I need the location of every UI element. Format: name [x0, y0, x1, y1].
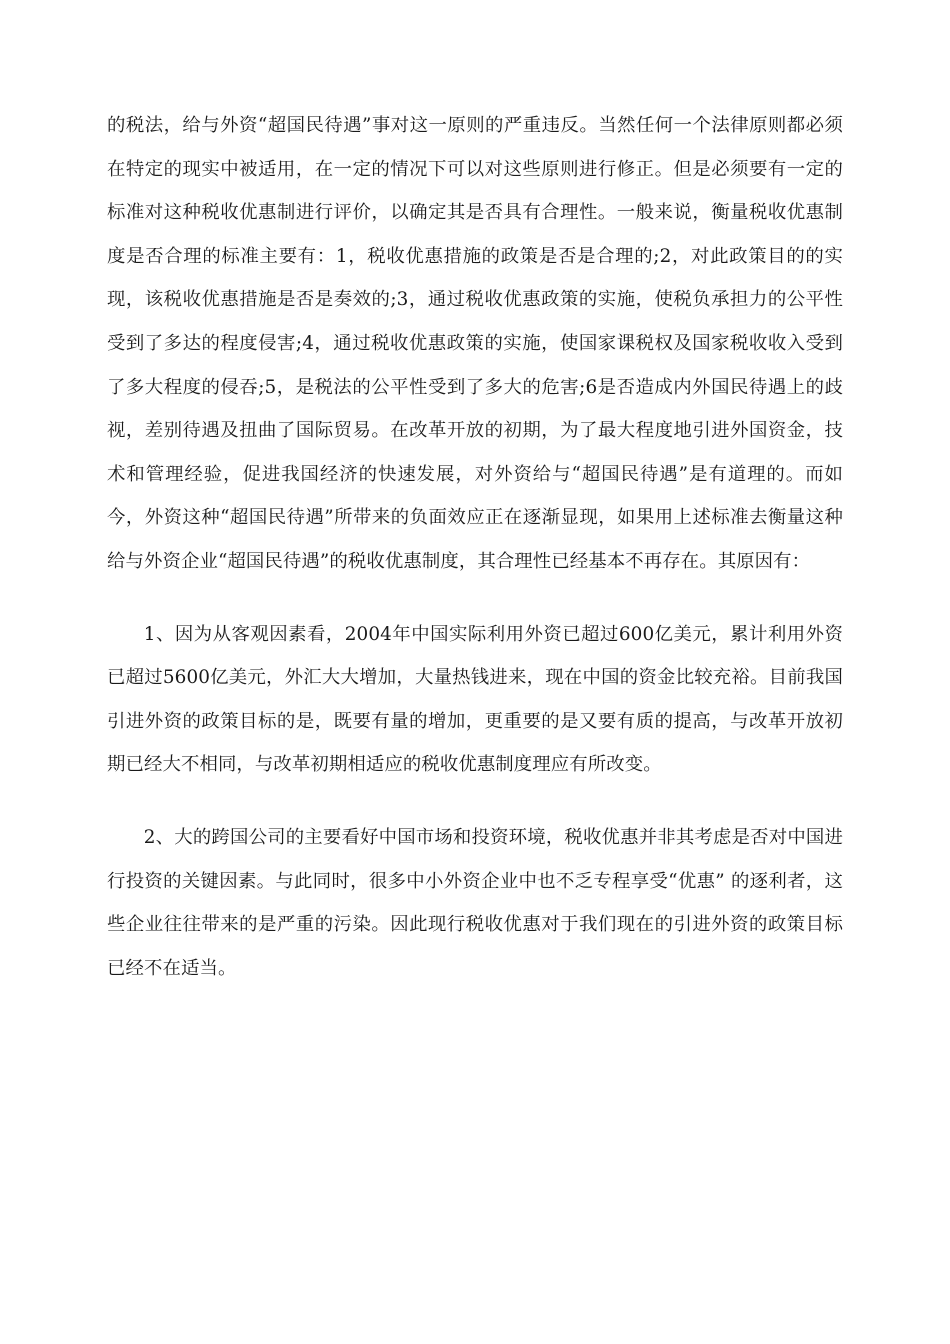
paragraph-continuation: 的税法，给与外资“超国民待遇”事对这一原则的严重违反。当然任何一个法律原则都必须在特定的现实中被适用，在一定的情况下可以对这些原则进行修正。但是必须要有一定的标准对这种税收优惠制进行评价，以确定其是否具有合理性。一般来说，衡量税收优惠制度是否合理的标准主要有：1，税收优惠措施的政策是否是合理的;2，对此政策目的的实现，该税收优惠措施是否是奏效的;3，通过税收优惠政策的实施，使税负承担力的公平性受到了多达的程度侵害;4，通过税收优惠政策的实施，使国家课税权及国家税收收入受到了多大程度的侵吞;5，是税法的公平性受到了多大的危害;6是否造成内外国民待遇上的歧视，差别待遇及扭曲了国际贸易。在改革开放的初期，为了最大程度地引进外国资金，技术和管理经验，促进我国经济的快速发展，对外资给与“超国民待遇”是有道理的。而如今，外资这种“超国民待遇”所带来的负面效应正在逐渐显现，如果用上述标准去衡量这种给与外资企业“超国民待遇”的税收优惠制度，其合理性已经基本不再存在。其原因有： [107, 115, 843, 572]
paragraph-reason-1: 1、因为从客观因素看，2004年中国实际利用外资已超过600亿美元，累计利用外资已超过5600亿美元，外汇大大增加，大量热钱进来，现在中国的资金比较充裕。目前我国引进外资的政策目标的是，既要有量的增加，更重要的是又要有质的提高，与改革开放初期已经大不相同，与改革初期相适应的税收优惠制度理应有所改变。 [107, 623, 843, 776]
paragraph-reason-2: 2、大的跨国公司的主要看好中国市场和投资环境，税收优惠并非其考虑是否对中国进行投资的关键因素。与此同时，很多中小外资企业中也不乏专程享受“优惠” 的逐利者，这些企业往往带来的是严重的污染。因此现行税收优惠对于我们现在的引进外资的政策目标已经不在适当。 [107, 826, 843, 979]
document-body [107, 104, 843, 990]
